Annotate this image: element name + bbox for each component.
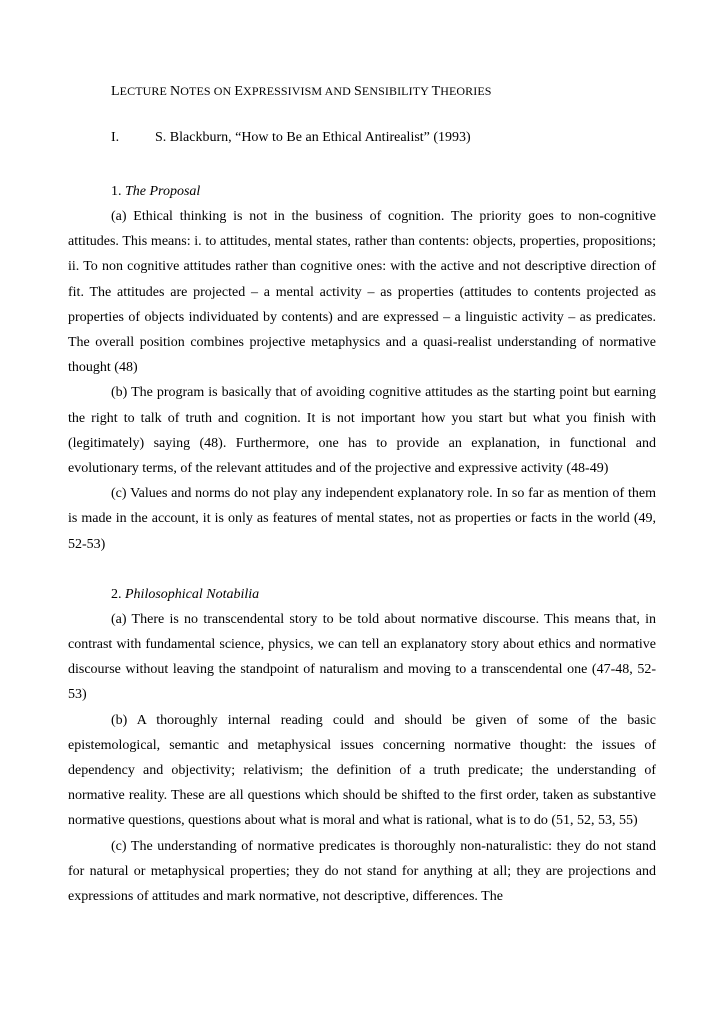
paragraph: (c) Values and norms do not play any independent explanatory role. In so far as mention of them is made in the account, it is only as features of mental states, not as properties or facts in the world (49, 52-53): [68, 486, 656, 552]
section-number: I.: [111, 130, 120, 145]
subsection-title: The Proposal: [125, 184, 201, 199]
title-initial: L: [111, 84, 120, 99]
title-initial: T: [431, 84, 441, 99]
subsection-heading-proposal: [111, 179, 656, 204]
section-heading: [68, 130, 656, 150]
paragraph: (b) The program is basically that of avoiding cognitive attitudes as the starting point but earning the right to talk of truth and cognition. It is not important how you start but what you finish with (legitimately) saying (48). Furthermore, one has to provide an explanation, in functional and evolutionary terms, of the relevant attitudes and of the projective and expressive activity (48-49): [68, 385, 656, 477]
document-title: [111, 84, 656, 100]
subsection-title: Philosophical Notabilia: [125, 586, 260, 602]
paragraph: (a) Ethical thinking is not in the business of cognition. The priority goes to non-cognitive attitudes. This means: i. to attitudes, mental states, rather than contents: objects, properties, propositions; ii. To non cognitive attitudes rather than cognitive ones: with the active and not descriptive direction of fit. The attitudes are projected – a mental activity – as properties (attitudes to contents projected as properties of objects individuated by contents) and are expressed – a linguistic activity – as predicates. The overall position combines projective metaphysics and a quasi-realist understanding of normative thought (48): [68, 209, 656, 376]
title-part: ENSIBILITY: [361, 84, 432, 98]
paragraph: (b) A thoroughly internal reading could and should be given of some of the basic epistemological, semantic and metaphysical issues concerning normative thought: the issues of dependency and objectivity; relativism; the definition of a truth predicate; the understanding of normative reality. These are all questions which should be shifted to the first order, taken as substantive normative questions, questions about what is moral and what is rational, what is to do (51, 52, 53, 55): [68, 712, 656, 829]
title-part: HEORIES: [440, 84, 492, 98]
title-part: ECTURE: [119, 84, 171, 98]
document-page: [68, 84, 656, 909]
section-title: S. Blackburn, “How to Be an Ethical Antirealist” (1993): [155, 130, 471, 145]
title-part: XPRESSIVISM AND: [243, 84, 355, 98]
title-initial: S: [354, 84, 362, 99]
title-part: OTES ON: [180, 84, 235, 98]
paragraph: (a) There is no transcendental story to be told about normative discourse. This means that, in contrast with fundamental science, physics, we can tell an explanatory story about ethics and normative discourse without leaving the standpoint of naturalism and moving to a transcendental one (47-48, 52-53): [68, 611, 656, 703]
subsection-number: 2.: [111, 586, 122, 602]
spacer: [68, 557, 656, 582]
subsection-number: 1.: [111, 184, 122, 199]
paragraph: (c) The understanding of normative predicates is thoroughly non-naturalistic: they do not stand for natural or metaphysical properties; they do not stand for anything at all; they are projections and expressions of attitudes and mark normative, not descriptive, differences. The: [68, 838, 656, 905]
title-initial: E: [234, 84, 244, 99]
subsection-heading-notabilia: [111, 582, 656, 607]
title-initial: N: [170, 84, 181, 99]
